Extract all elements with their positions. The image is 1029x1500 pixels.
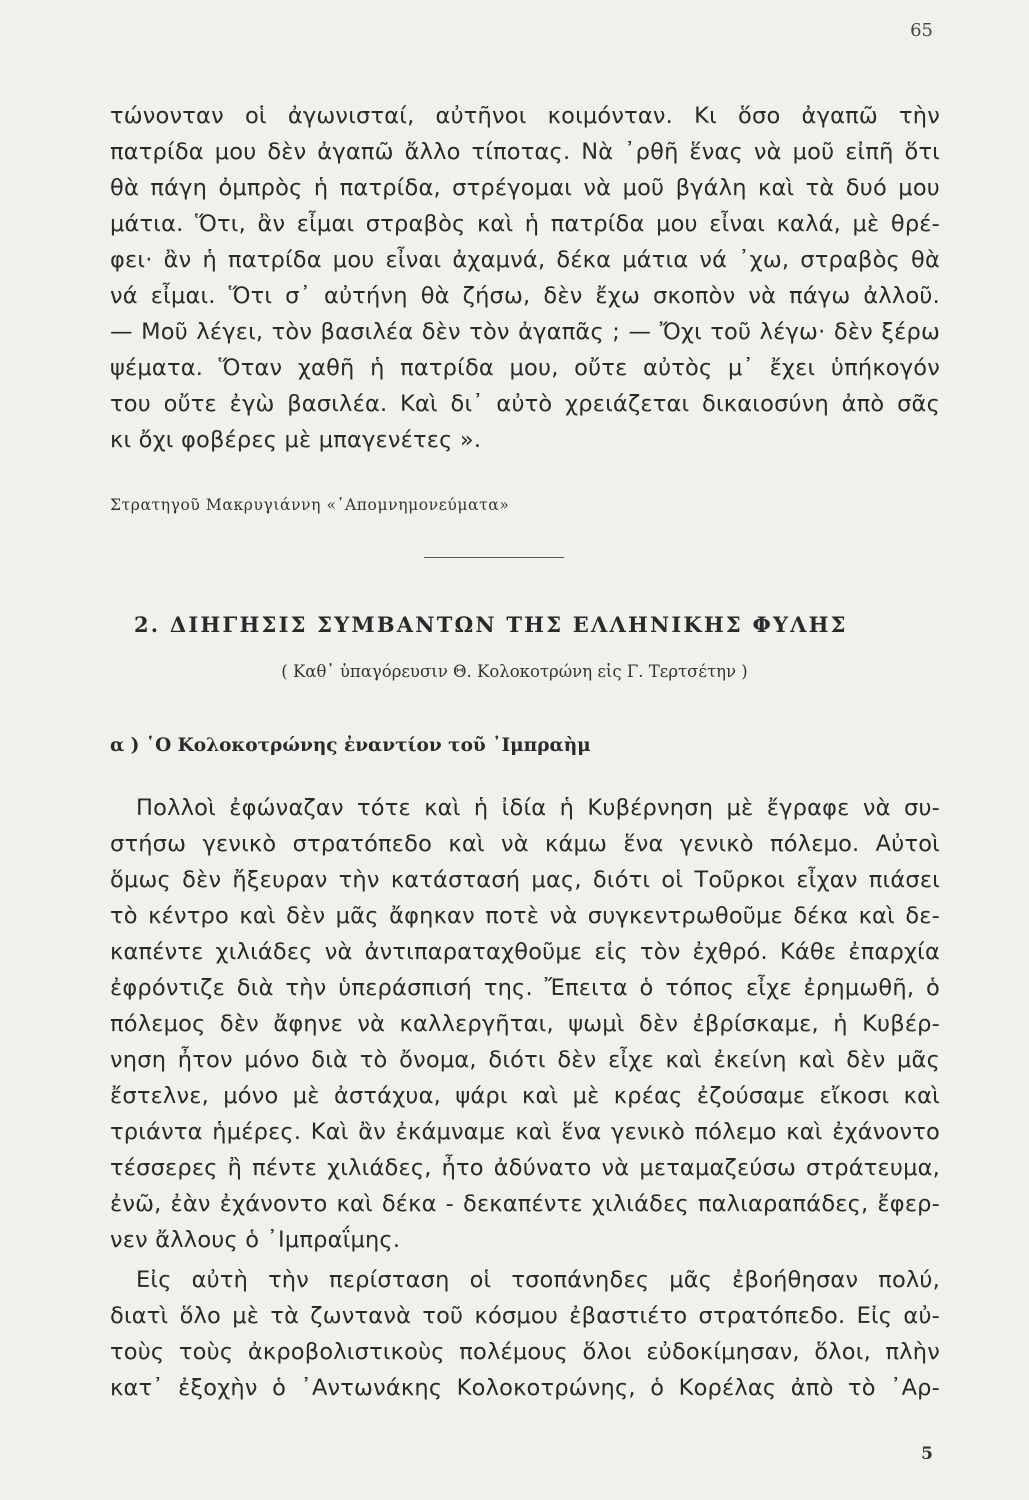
text-line: καπέντε χιλιάδες νὰ ἀντιπαραταχθοῦμε εἰς τὸν ἐχθρό. Κάθε ἐπαρχία (110, 939, 940, 965)
signature-mark: 5 (921, 1444, 933, 1464)
text-line: τοὺς τοὺς ἀκροβολιστικοὺς πολέμους ὅλοι εὐδοκίμησαν, ὅλοι, πλὴν (110, 1339, 940, 1365)
text-line: Πολλοὶ ἐφώναζαν τότε καὶ ἡ ἰδία ἡ Κυβέρνηση μὲ ἔγραφε νὰ συ- (136, 795, 940, 821)
narrative-paragraph-2 (110, 1262, 940, 1406)
text-line: ἐφρόντιζε διὰ τὴν ὑπεράσπισή της. Ἔπειτα ὁ τόπος εἶχε ἐρημωθῆ, ὁ (110, 975, 940, 1001)
attribution: Στρατηγοῦ Μακρυγιάννη «᾿Απομνημονεύματα» (110, 496, 510, 514)
text-line: στήσω γενικὸ στρατόπεδο καὶ νὰ κάμω ἕνα γενικὸ πόλεμο. Αὐτοὶ (110, 831, 940, 857)
text-line: νεν ἄλλους ὁ ᾿Ιμπραΐμης. (110, 1227, 401, 1253)
text-line: τώνονταν οἱ ἀγωνισταί, αὐτῆνοι κοιμόνταν. Κι ὅσο ἀγαπῶ τὴν (110, 103, 940, 129)
section-subtitle: ( Καθ᾿ ὑπαγόρευσιν Θ. Κολοκοτρώνη εἰς Γ. Τερτσέτην ) (281, 662, 748, 681)
text-line: του οὔτε ἐγὼ βασιλέα. Καὶ δι᾿ αὐτὸ χρειάζεται δικαιοσύνη ἀπὸ σᾶς (110, 391, 940, 417)
text-line: Εἰς αὐτὴ τὴν περίσταση οἱ τσοπάνηδες μᾶς ἐβοήθησαν πολύ, (136, 1267, 940, 1293)
text-line: ψέματα. Ὅταν χαθῆ ἡ πατρίδα μου, οὔτε αὐτὸς μ᾿ ἔχει ὑπήκογόν (110, 355, 940, 381)
text-line: πόλεμος δὲν ἄφηνε νὰ καλλεργῆται, ψωμὶ δὲν ἐβρίσκαμε, ἡ Κυβέρ- (110, 1011, 940, 1037)
section-heading: 2. ΔΙΗΓΗΣΙΣ ΣΥΜΒΑΝΤΩΝ ΤΗΣ ΕΛΛΗΝΙΚΗΣ ΦΥΛΗΣ (134, 612, 848, 637)
text-line: κατ᾿ ἐξοχὴν ὁ ᾿Αντωνάκης Κολοκοτρώνης, ὁ Κορέλας ἀπὸ τὸ ᾿Αρ- (110, 1375, 940, 1401)
text-line: πατρίδα μου δὲν ἀγαπῶ ἄλλο τίποτας. Νὰ ᾿ρθῆ ἕνας νὰ μοῦ εἰπῆ ὅτι (110, 139, 940, 165)
text-line: ἐνῶ, ἐὰν ἐχάνοντο καὶ δέκα - δεκαπέντε χιλιάδες παλιαραπάδες, ἔφερ- (110, 1191, 940, 1217)
narrative-paragraph-1 (110, 790, 940, 1258)
text-line: νηση ἦτον μόνο διὰ τὸ ὄνομα, διότι δὲν εἶχε καὶ ἐκείνη καὶ δὲν μᾶς (110, 1047, 940, 1073)
text-line: τὸ κέντρο καὶ δὲν μᾶς ἄφηκαν ποτὲ νὰ συγκεντρωθοῦμε δέκα καὶ δε- (110, 903, 940, 929)
text-line: τριάντα ἡμέρες. Καὶ ἂν ἐκάμναμε καὶ ἕνα γενικὸ πόλεμο καὶ ἐχάνοντο (110, 1119, 940, 1145)
text-line: φει· ἂν ἡ πατρίδα μου εἶναι ἀχαμνά, δέκα μάτια νά ᾿χω, στραβὸς θὰ (110, 247, 940, 273)
quoted-text-block (110, 98, 940, 458)
section-divider (424, 557, 564, 558)
text-line: θὰ πάγη ὀμπρὸς ἡ πατρίδα, στρέγομαι νὰ μοῦ βγάλη καὶ τὰ δυό μου (110, 175, 940, 201)
text-line: ὅμως δὲν ἤξευραν τὴν κατάστασή μας, διότι οἱ Τοῦρκοι εἶχαν πιάσει (110, 867, 940, 893)
text-line: διατὶ ὅλο μὲ τὰ ζωντανὰ τοῦ κόσμου ἐβαστιέτο στρατόπεδο. Εἰς αὐ- (110, 1303, 940, 1329)
page-number: 65 (910, 20, 933, 41)
text-line: ἔστελνε, μόνο μὲ ἀστάχυα, ψάρι καὶ μὲ κρέας ἐζούσαμε εἴκοσι καὶ (110, 1083, 940, 1109)
subsection-heading: α ) ῾Ο Κολοκοτρώνης ἐναντίον τοῦ ᾿Ιμπραὴμ (110, 735, 591, 756)
text-line: νά εἶμαι. Ὅτι σ᾿ αὐτήνη θὰ ζήσω, δὲν ἔχω σκοπὸν νὰ πάγω ἀλλοῦ. (110, 283, 940, 309)
text-line: μάτια. Ὅτι, ἂν εἶμαι στραβὸς καὶ ἡ πατρίδα μου εἶναι καλά, μὲ θρέ- (110, 211, 940, 237)
text-line: τέσσερες ἢ πέντε χιλιάδες, ἦτο ἀδύνατο νὰ μεταμαζεύσω στράτευμα, (110, 1155, 940, 1181)
text-line: κι ὄχι φοβέρες μὲ μπαγενέτες ». (110, 427, 482, 453)
text-line: — Μοῦ λέγει, τὸν βασιλέα δὲν τὸν ἀγαπᾶς ; — Ὄχι τοῦ λέγω· δὲν ξέρω (110, 319, 940, 345)
